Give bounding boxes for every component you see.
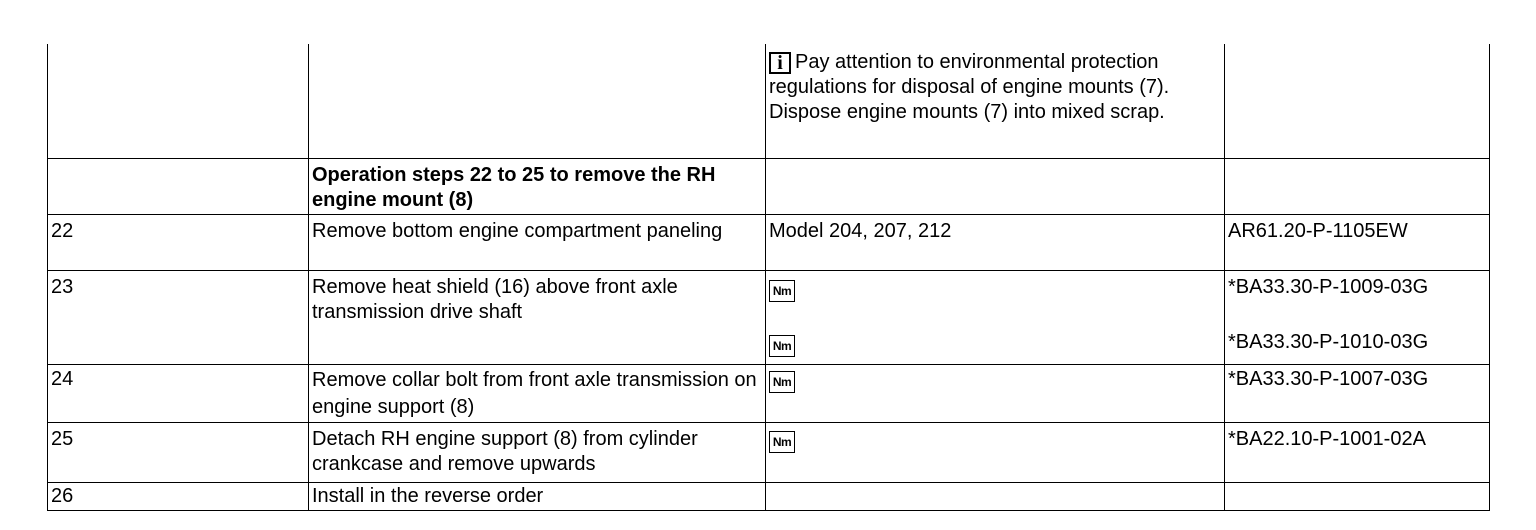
reference-cell: [1225, 482, 1490, 510]
step-cell: 23: [48, 270, 309, 364]
step-cell: [48, 44, 309, 158]
table-row: [48, 158, 1490, 214]
reference-link[interactable]: *BA22.10-P-1001-02A: [1225, 422, 1490, 482]
note-cell: [766, 364, 1225, 422]
table-row: [48, 364, 1490, 422]
reference-link[interactable]: *BA33.30-P-1010-03G: [1228, 330, 1429, 353]
operation-cell: Remove collar bolt from front axle transmission on engine support (8): [309, 364, 766, 422]
step-cell: 24: [48, 364, 309, 422]
note-cell: [766, 270, 1225, 364]
note-cell: [766, 482, 1225, 510]
procedure-table: [47, 44, 1490, 511]
section-heading: Operation steps 22 to 25 to remove the RH engine mount (8): [309, 158, 766, 214]
step-cell: 22: [48, 214, 309, 270]
table-row: [48, 482, 1490, 510]
info-icon: i: [769, 52, 791, 74]
torque-icon: Nm: [769, 431, 795, 453]
table-row: [48, 422, 1490, 482]
step-cell: 26: [48, 482, 309, 510]
environmental-note: Pay attention to environmental protection regulations for disposal of engine mounts (7). Dispose engine mounts (7) into mixed scrap.: [769, 51, 1170, 123]
step-cell: 25: [48, 422, 309, 482]
operation-cell: Remove heat shield (16) above front axle transmission drive shaft: [309, 270, 766, 364]
table-row: [48, 44, 1490, 158]
reference-link[interactable]: *BA33.30-P-1007-03G: [1225, 364, 1490, 422]
operation-cell: [309, 44, 766, 158]
torque-icon: Nm: [769, 280, 795, 302]
reference-cell: [1225, 158, 1490, 214]
torque-icon: Nm: [769, 335, 795, 357]
operation-cell: Detach RH engine support (8) from cylinder crankcase and remove upwards: [309, 422, 766, 482]
reference-cell: [1225, 44, 1490, 158]
note-cell: Model 204, 207, 212: [766, 214, 1225, 270]
reference-cell: [1225, 270, 1490, 364]
note-cell: [766, 158, 1225, 214]
note-cell: [766, 44, 1225, 158]
note-cell: [766, 422, 1225, 482]
operation-cell: Remove bottom engine compartment paneling: [309, 214, 766, 270]
reference-link[interactable]: AR61.20-P-1105EW: [1225, 214, 1490, 270]
torque-icon: Nm: [769, 371, 795, 393]
table-row: [48, 214, 1490, 270]
table-row: [48, 270, 1490, 364]
operation-cell: Install in the reverse order: [309, 482, 766, 510]
step-cell: [48, 158, 309, 214]
reference-link[interactable]: *BA33.30-P-1009-03G: [1228, 275, 1429, 298]
